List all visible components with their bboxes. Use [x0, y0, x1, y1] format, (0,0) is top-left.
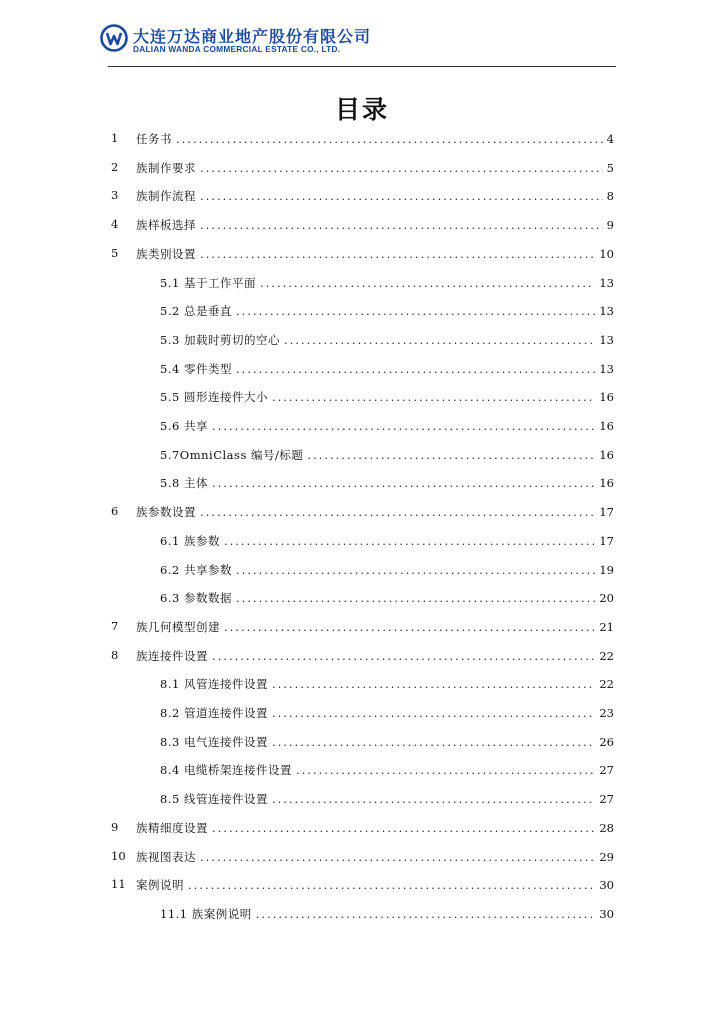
toc-leader-dots [212, 649, 595, 663]
toc-entry-label: 族类别设置 [136, 246, 196, 261]
toc-leader-dots [272, 735, 595, 749]
toc-leader-dots [200, 505, 595, 519]
toc-entry[interactable] [111, 618, 614, 637]
toc-entry-page: 27 [599, 763, 614, 778]
toc-entry-number: 2 [111, 159, 119, 174]
toc-entry-label: 族精细度设置 [136, 820, 208, 835]
toc-entry-page: 16 [599, 447, 614, 462]
toc-entry[interactable] [160, 389, 614, 407]
toc-leader-dots [272, 792, 595, 806]
toc-leader-dots [272, 706, 595, 720]
toc-leader-dots [236, 591, 595, 605]
toc-entry[interactable] [160, 332, 614, 350]
toc-entry-page: 5 [606, 160, 614, 175]
toc-entry-page: 13 [599, 304, 614, 319]
toc-entry-label: 族制作要求 [136, 160, 196, 175]
toc-leader-dots [212, 821, 595, 835]
toc-leader-dots [256, 907, 596, 921]
toc-entry-number: 8 [111, 647, 119, 662]
toc-entry-number: 5 [111, 245, 119, 260]
toc-entry[interactable] [111, 647, 614, 666]
toc-leader-dots [200, 218, 603, 232]
toc-entry[interactable] [160, 791, 614, 809]
toc-entry-page: 16 [599, 390, 614, 405]
toc-entry[interactable] [160, 303, 614, 321]
toc-entry[interactable] [160, 590, 614, 608]
toc-leader-dots [236, 563, 595, 577]
toc-entry[interactable] [160, 762, 614, 780]
toc-entry[interactable] [160, 475, 614, 493]
toc-leader-dots [260, 276, 595, 290]
toc-entry[interactable] [111, 819, 614, 838]
toc-entry-page: 9 [606, 218, 614, 233]
toc-leader-dots [236, 304, 595, 318]
toc-entry-page: 13 [599, 361, 614, 376]
toc-entry[interactable] [111, 877, 614, 895]
toc-entry-label: 11.1 族案例说明 [160, 906, 252, 921]
toc-leader-dots [176, 132, 603, 146]
toc-entry-page: 17 [599, 533, 614, 548]
toc-entry-page: 17 [599, 505, 614, 520]
page-title: 目录 [334, 95, 389, 124]
toc-entry[interactable] [160, 705, 614, 723]
toc-entry[interactable] [160, 734, 614, 752]
toc-entry-label: 5.7OmniClass 编号/标题 [160, 447, 304, 462]
toc-entry[interactable] [111, 159, 614, 178]
toc-entry-page: 28 [599, 820, 614, 835]
toc-entry[interactable] [111, 217, 614, 235]
toc-entry-page: 22 [599, 677, 614, 692]
toc-leader-dots [224, 534, 595, 548]
toc-entry-page: 27 [599, 792, 614, 807]
toc-leader-dots [224, 620, 595, 634]
toc-entry-label: 5.2 总是垂直 [160, 304, 232, 319]
toc-entry-label: 5.3 加载时剪切的空心 [160, 332, 280, 347]
toc-entry-label: 8.4 电缆桥架连接件设置 [160, 763, 292, 778]
toc-leader-dots [200, 850, 595, 864]
toc-leader-dots [296, 763, 595, 777]
header-divider [108, 66, 616, 67]
toc-entry-label: 5.4 零件类型 [160, 361, 232, 376]
toc-entry-number: 4 [111, 217, 119, 232]
toc-entry-page: 22 [599, 648, 614, 663]
toc-entry-page: 8 [606, 189, 614, 204]
toc-entry-label: 5.1 基于工作平面 [160, 275, 256, 290]
toc-entry-page: 23 [599, 706, 614, 720]
toc-entry-number: 11 [111, 877, 126, 892]
toc-entry-label: 族样板选择 [136, 218, 196, 233]
toc-entry[interactable] [111, 131, 614, 149]
toc-entry-label: 6.2 共享参数 [160, 562, 232, 577]
toc-entry-page: 4 [606, 132, 614, 146]
toc-entry-page: 26 [599, 734, 614, 749]
document-header [100, 22, 620, 66]
toc-entry-label: 8.1 风管连接件设置 [160, 677, 268, 692]
toc-leader-dots [272, 390, 595, 404]
toc-leader-dots [284, 333, 595, 347]
toc-entry[interactable] [160, 361, 614, 379]
company-name-cn: 大连万达商业地产股份有限公司 [133, 27, 372, 46]
toc-entry-page: 13 [599, 275, 614, 290]
toc-entry[interactable] [160, 447, 614, 465]
toc-entry-page: 21 [599, 619, 614, 634]
toc-entry-label: 8.3 电气连接件设置 [160, 734, 268, 749]
toc-leader-dots [200, 189, 603, 203]
toc-leader-dots [307, 448, 595, 462]
toc-entry-label: 族制作流程 [136, 189, 196, 204]
toc-entry-label: 族参数设置 [136, 505, 196, 520]
toc-leader-dots [212, 419, 595, 433]
toc-entry-page: 20 [599, 591, 614, 606]
toc-leader-dots [212, 476, 595, 490]
toc-entry-page: 16 [599, 476, 614, 491]
toc-leader-dots [200, 161, 603, 175]
toc-entry-label: 8.5 线管连接件设置 [160, 792, 268, 807]
wanda-logo-icon [100, 24, 128, 52]
toc-leader-dots [188, 878, 595, 892]
toc-entry-number: 7 [111, 618, 119, 633]
toc-entry-page: 30 [599, 906, 614, 921]
toc-entry-label: 6.3 参数数据 [160, 591, 232, 606]
toc-entry[interactable] [111, 848, 614, 867]
toc-leader-dots [236, 362, 595, 376]
toc-entry-number: 6 [111, 504, 119, 519]
toc-entry[interactable] [160, 906, 614, 924]
toc-entry[interactable] [160, 562, 614, 580]
toc-entry-label: 5.5 圆形连接件大小 [160, 390, 268, 405]
toc-entry-page: 13 [599, 332, 614, 347]
toc-entry-number: 9 [111, 819, 119, 834]
toc-entry-label: 8.2 管道连接件设置 [160, 706, 268, 720]
toc-entry[interactable] [160, 533, 614, 551]
toc-entry[interactable] [111, 188, 614, 206]
toc-entry-number: 10 [111, 848, 126, 863]
toc-entry-label: 任务书 [136, 132, 172, 146]
toc-entry-label: 族视图表达 [136, 849, 196, 864]
toc-entry-page: 30 [599, 878, 614, 893]
company-name-en: DALIAN WANDA COMMERCIAL ESTATE CO., LTD. [133, 44, 341, 54]
toc-entry-label: 5.6 共享 [160, 419, 208, 433]
toc-entry-page: 19 [599, 562, 614, 577]
toc-entry[interactable] [160, 275, 614, 293]
toc-entry-label: 5.8 主体 [160, 476, 208, 491]
toc-entry-label: 族连接件设置 [136, 648, 208, 663]
toc-entry-page: 29 [599, 849, 614, 864]
toc-entry-label: 族几何模型创建 [136, 619, 220, 634]
toc-entry[interactable] [160, 418, 614, 436]
toc-entry-label: 6.1 族参数 [160, 533, 220, 548]
toc-entry-label: 案例说明 [136, 878, 184, 893]
toc-entry[interactable] [111, 245, 614, 264]
toc-entry-page: 16 [599, 419, 614, 433]
toc-entry-page: 10 [599, 246, 614, 261]
toc-leader-dots [272, 677, 595, 691]
toc-entry-number: 3 [111, 188, 119, 203]
toc-entry[interactable] [111, 504, 614, 522]
toc-leader-dots [200, 247, 595, 261]
toc-entry[interactable] [160, 676, 614, 694]
toc-entry-number: 1 [111, 131, 119, 145]
